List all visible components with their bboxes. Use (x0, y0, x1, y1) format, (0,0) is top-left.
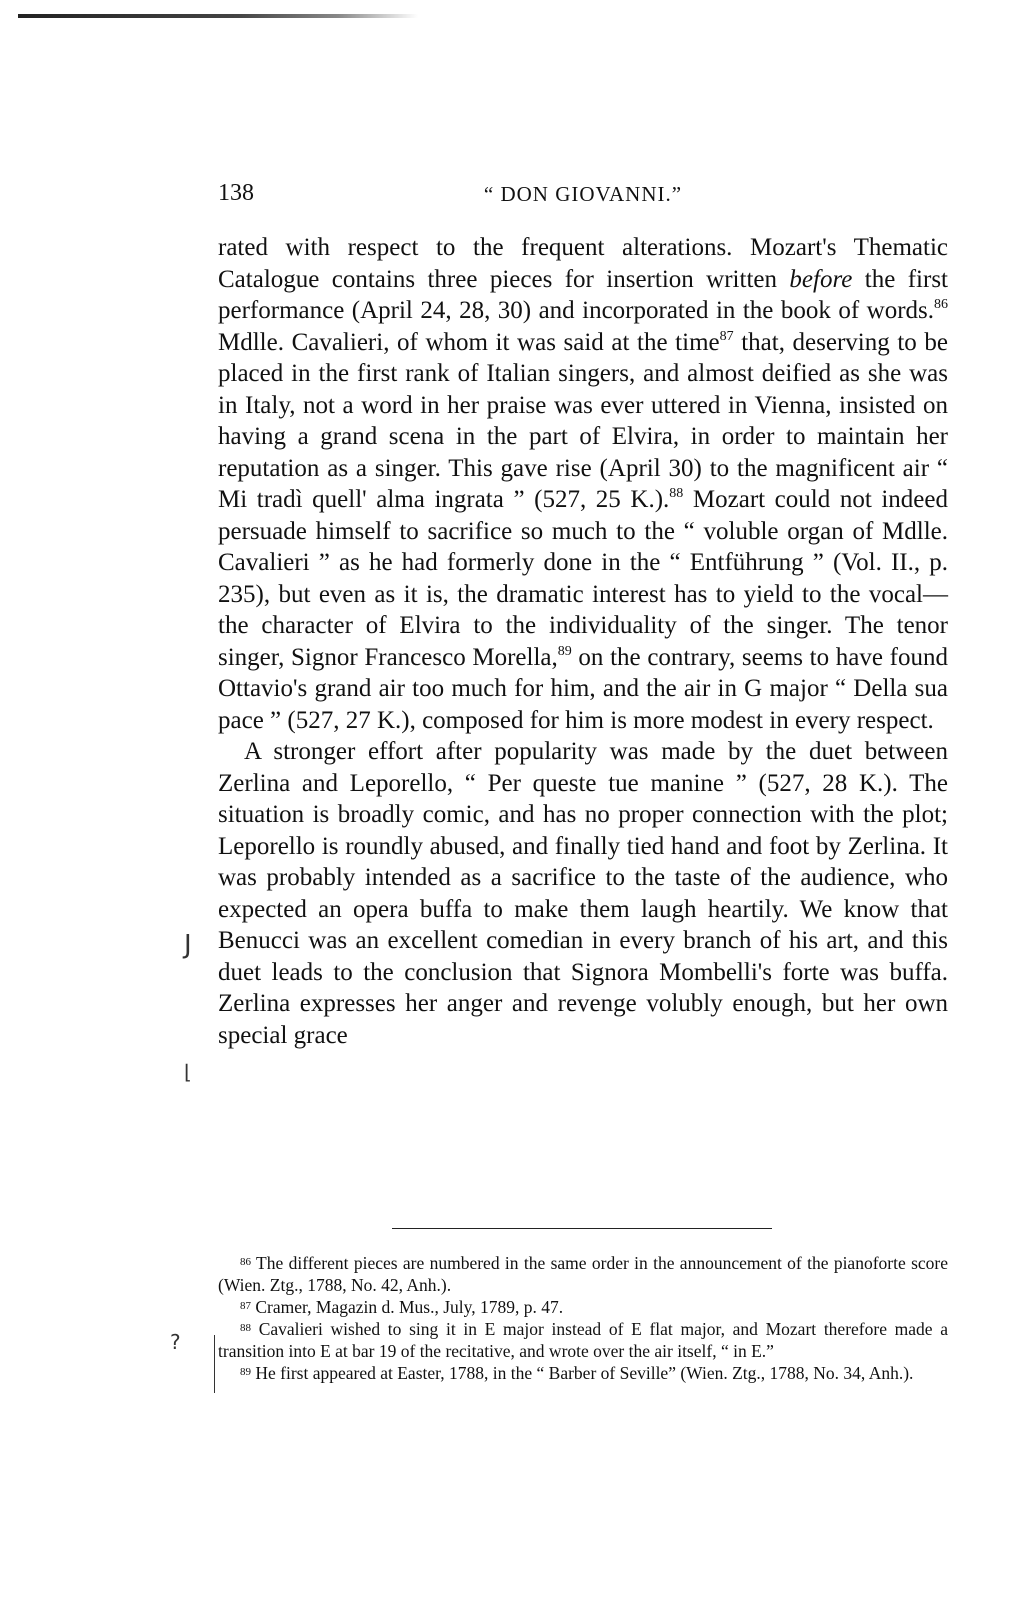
margin-annotation: ? (170, 1330, 181, 1354)
footnote-divider (392, 1228, 772, 1229)
footnote-text: He first appeared at Easter, 1788, in the “ Barber of Seville” (Wien. Ztg., 1788, No. 34, Anh.). (255, 1363, 914, 1383)
page-number: 138 (218, 180, 254, 206)
footnote-ref[interactable]: 88 (669, 486, 684, 501)
footnote-text: Cavalieri wished to sing it in E major instead of E flat major, and Mozart therefore made a transition into E at bar 19 of the recitative, and wrote over the air itself, “ in E.” (218, 1319, 949, 1361)
page-header (218, 180, 948, 214)
margin-annotation: J (184, 930, 192, 960)
text-run: that, deserving to be placed in the first rank of Italian singers, and almost deified as she was in Italy, not a word in her praise was ever uttered in Vienna, insisted on having a grand scena in the part of Elvira, in order to maintain her reputation as a singer. This gave rise (April 30) to the magnificent air “ Mi tradì quell' alma ingrata ” (527, 25 K.). (218, 328, 948, 513)
text-run: rated with respect to the frequent alterations. Mozart's Thematic Catalogue contains three pieces for insertion written (218, 234, 948, 293)
running-title: “ DON GIOVANNI.” (483, 182, 683, 206)
footnote-text: Cramer, Magazin d. Mus., July, 1789, p. 47. (255, 1297, 564, 1317)
footnote-ref[interactable]: 86 (934, 297, 948, 312)
footnote-ref[interactable]: 87 (719, 328, 734, 344)
margin-bracket-line (214, 1335, 215, 1393)
scan-edge-artifact (18, 14, 418, 18)
footnote (218, 1252, 948, 1296)
paragraph-1 (218, 232, 948, 736)
italic-text: before (789, 265, 853, 293)
main-text (218, 232, 948, 1051)
paragraph-2: A stronger effort after popularity was made by the duet between Zerlina and Leporello, “ Per queste tue manine ” (527, 28 K.). The situation is broadly comic, and has no proper connection with the plot; Leporello is roundly abused, and finally tied hand and foot by Zerlina. It was probably intended as a sacrifice to the taste of the audience, who expected an opera buffa to make them laugh heartily. We know that Benucci was an excellent comedian in every branch of his art, and this duet leads to the conclusion that Signora Mombelli's forte was buffa. Zerlina expresses her anger and revenge volubly enough, but her own special grace (218, 738, 948, 1049)
footnote (218, 1296, 948, 1318)
footnote (218, 1318, 948, 1362)
footnotes (218, 1252, 948, 1384)
text-run: the first performance (April 24, 28, 30) and incorporated in the book of words. (218, 265, 948, 324)
footnote-text: The different pieces are numbered in the same order in the announcement of the pianoforte score (Wien. Ztg., 1788, No. 42, Anh.). (218, 1253, 948, 1295)
footnote-number: 87 (240, 1300, 251, 1312)
footnote-ref[interactable]: 89 (557, 643, 572, 659)
footnote (218, 1362, 948, 1384)
footnote-number: 88 (240, 1322, 251, 1334)
text-run: Mozart could not indeed persuade himself to sacrifice so much to the “ voluble organ of Mdlle. Cavalieri ” as he had formerly done in the “ Entführung ” (Vol. II., p. 235), but even as it is, the dramatic interest has to yield to the vocal—the character of Elvira to the individuality of the singer. The tenor singer, Signor Francesco Morella, (218, 486, 948, 671)
footnote-number: 86 (240, 1256, 251, 1268)
text-run: Mdlle. Cavalieri, of whom it was said at the time (218, 328, 720, 356)
footnote-number: 89 (240, 1366, 251, 1378)
margin-annotation: ⌊ (184, 1060, 192, 1084)
text-run: on the contrary, seems to have found Ottavio's grand air too much for him, and the air in G major “ Della sua pace ” (527, 27 K.), composed for him is more modest in every respect. (218, 643, 948, 734)
